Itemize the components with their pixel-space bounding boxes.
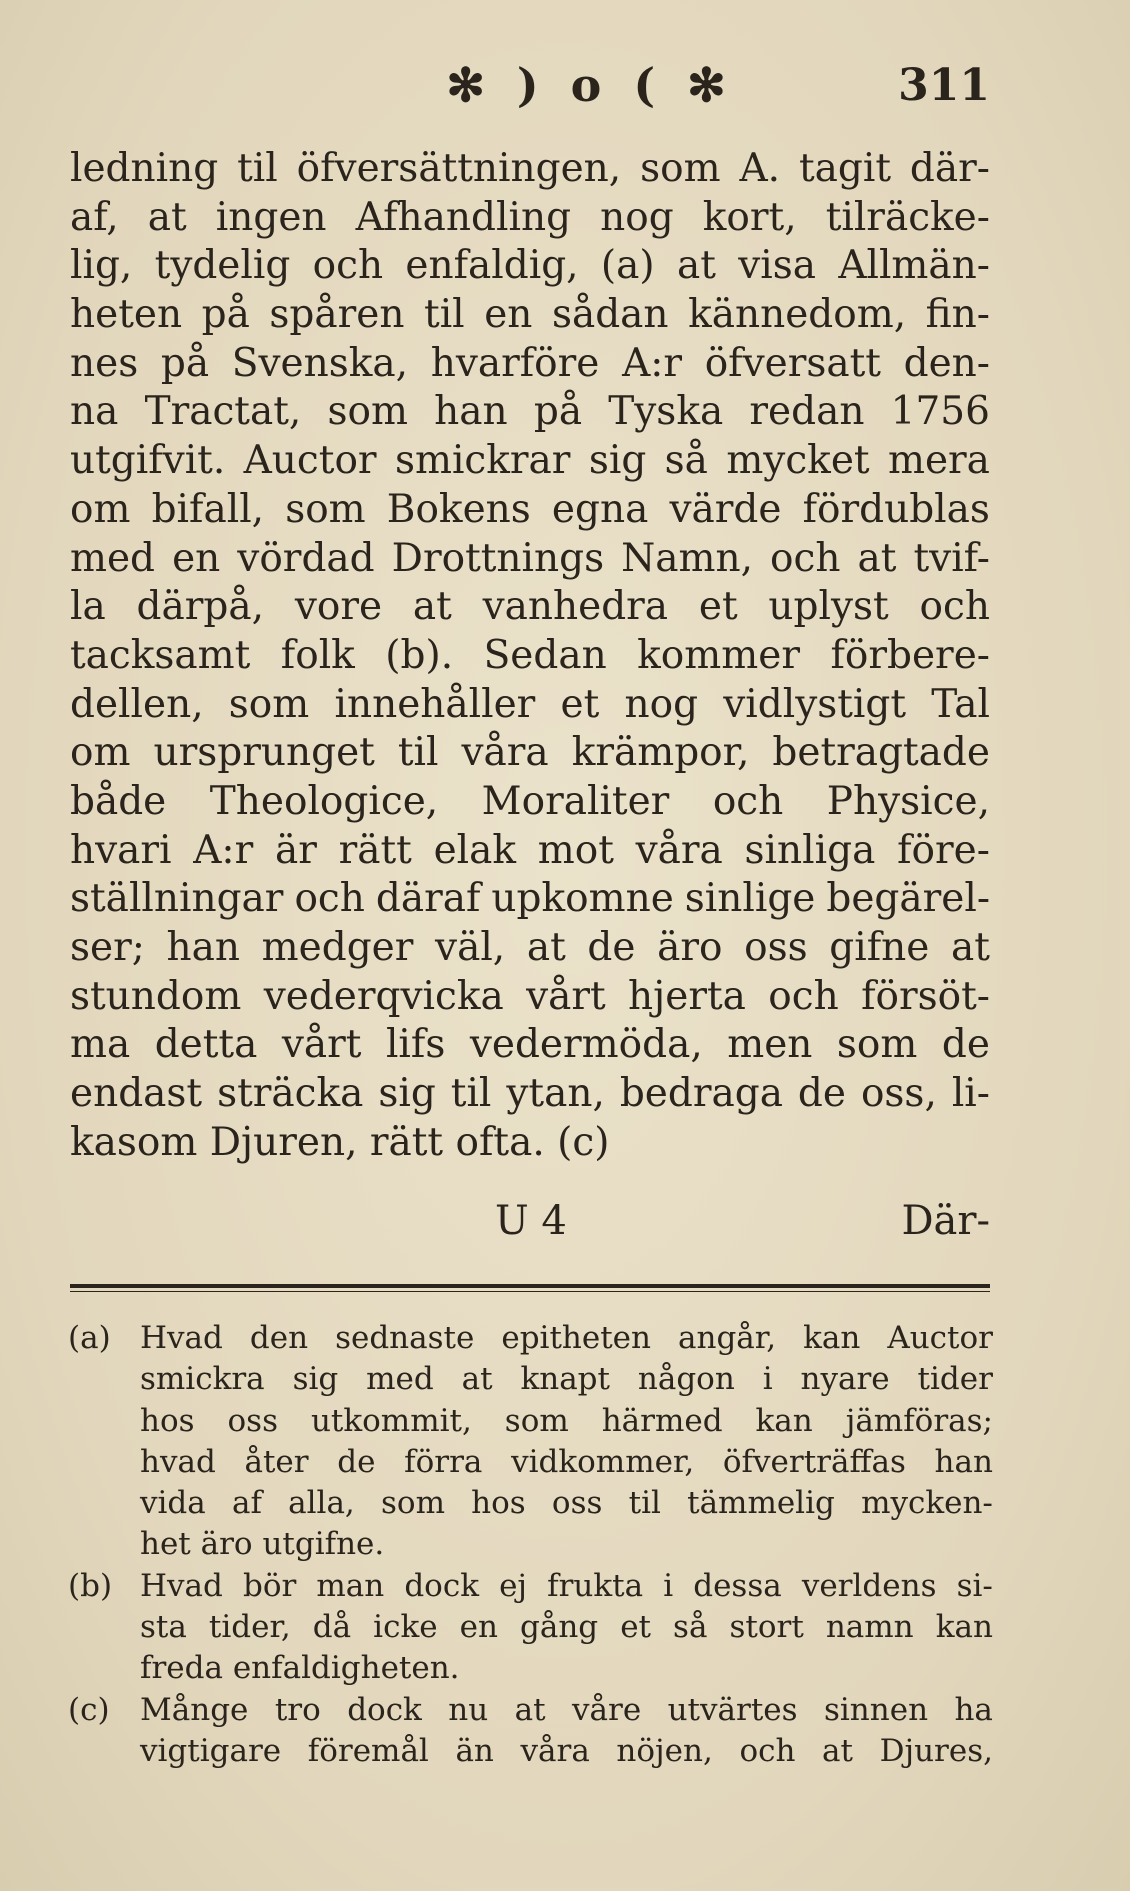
body-line: ledning til öfversättningen, som A. tagit där-	[70, 146, 990, 191]
body-line: tacksamt folk (b). Sedan kommer förbere-	[70, 632, 990, 678]
footnote-line: hos oss utkommit, som härmed kan jämföras;	[140, 1402, 993, 1439]
footnote-line: vida af alla, som hos oss til tämmelig mycken-	[140, 1485, 993, 1522]
body-line: la därpå, vore at vanhedra et uplyst och	[70, 584, 990, 630]
body-line: stundom vederqvicka vårt hjerta och försöt-	[70, 973, 990, 1019]
page-number: 311	[898, 60, 990, 111]
footnote-line: hvad åter de förra vidkommer, öfverträffas han	[140, 1443, 993, 1480]
body-line: endast sträcka sig til ytan, bedraga de oss, li-	[70, 1071, 990, 1117]
footnotes	[68, 1318, 993, 1772]
body-line: hvari A:r är rätt elak mot våra sinliga före-	[70, 827, 990, 873]
body-line: heten på spåren til en sådan kännedom, fin-	[70, 292, 990, 338]
body-line: na Tractat, som han på Tyska redan 1756	[70, 389, 990, 435]
signature-mark: U 4	[495, 1198, 567, 1244]
running-head	[70, 58, 990, 118]
footnote-line: Hvad den sednaste epitheten angår, kan Auctor	[140, 1320, 993, 1356]
body-line: om ursprunget til våra krämpor, betragtade	[70, 730, 990, 776]
footnote-marker: (a)	[68, 1320, 111, 1356]
body-line: utgifvit. Auctor smickrar sig så mycket mera	[70, 438, 990, 484]
body-line: lig, tydelig och enfaldig, (a) at visa Allmän-	[70, 243, 990, 289]
footnote-marker: (b)	[68, 1567, 113, 1604]
footnote-line: Hvad bör man dock ej frukta i dessa verldens si-	[140, 1567, 993, 1604]
body-line: både Theologice, Moraliter och Physice,	[70, 778, 990, 824]
body-line: ser; han medger väl, at de äro oss gifne at	[70, 925, 990, 970]
body-line: om bifall, som Bokens egna värde fördublas	[70, 486, 990, 532]
footnote-marker: (c)	[68, 1691, 110, 1728]
catchword: Där-	[901, 1198, 990, 1244]
body-line: kasom Djuren, rätt ofta. (c)	[70, 1119, 610, 1165]
footnote-line: Månge tro dock nu at våre utvärtes sinnen ha	[140, 1691, 993, 1728]
footnote-line: sta tider, då icke en gång et så stort namn kan	[140, 1609, 993, 1646]
footnote-rule	[70, 1284, 990, 1288]
body-line: dellen, som innehåller et nog vidlystigt Tal	[70, 681, 990, 727]
footnote-line: smickra sig med at knapt någon i nyare tider	[140, 1361, 993, 1398]
footnote-line: het äro utgifne.	[140, 1526, 385, 1563]
body-line: nes på Svenska, hvarföre A:r öfversatt den-	[70, 340, 990, 386]
body-line: ställningar och däraf upkomne sinlige begärel-	[70, 876, 990, 922]
header-ornament: ✻ ) o ( ✻	[446, 58, 734, 112]
signature-row	[70, 1198, 990, 1248]
body-text	[70, 145, 990, 1167]
body-line: af, at ingen Afhandling nog kort, tilräcke-	[70, 194, 990, 240]
body-line: med en vördad Drottnings Namn, och at tvif-	[70, 535, 990, 581]
footnote-b	[68, 1566, 993, 1690]
footnote-line: vigtigare föremål än våra nöjen, och at Djures,	[140, 1732, 993, 1769]
footnote-c	[68, 1690, 993, 1773]
footnote-a	[68, 1318, 993, 1566]
footnote-line: freda enfaldigheten.	[140, 1650, 460, 1687]
body-line: ma detta vårt lifs vedermöda, men som de	[70, 1022, 990, 1068]
